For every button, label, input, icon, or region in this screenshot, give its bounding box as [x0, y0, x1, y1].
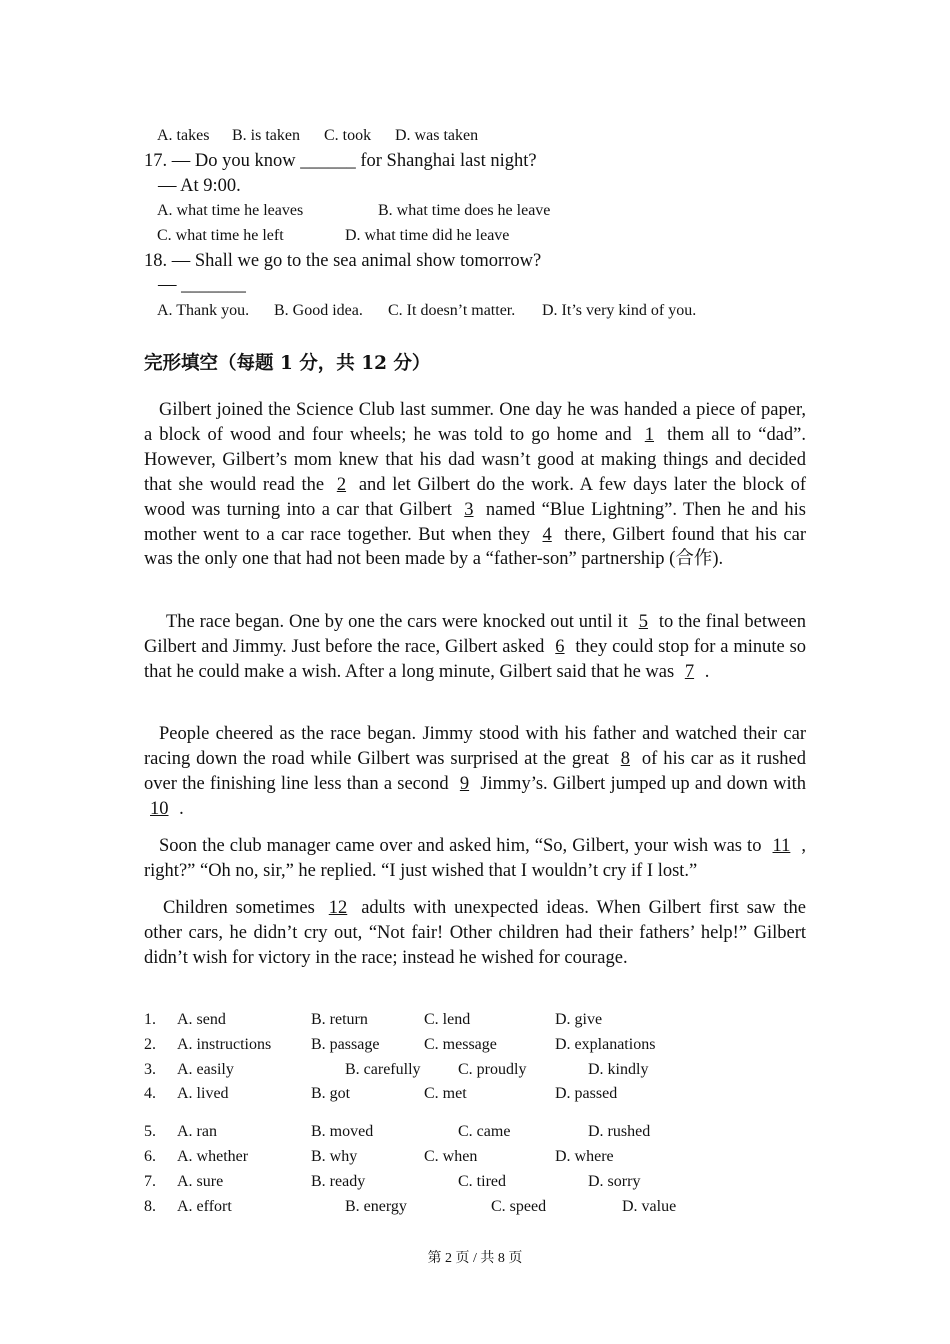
q18-option-a: A. Thank you. [157, 302, 250, 319]
blank-11: 11 [772, 836, 791, 856]
cloze-option-c: C. tired [458, 1173, 506, 1190]
p2-text-3: they could stop for a minute so that he could make a wish. After a long minute, Gilbert said that he was [144, 636, 807, 682]
cloze-option-c: C. message [424, 1036, 497, 1053]
cloze-option-b: B. why [311, 1148, 358, 1165]
cloze-option-c: C. when [424, 1148, 478, 1165]
cloze-option-a: A. ran [177, 1123, 217, 1140]
passage-paragraph-4 [144, 834, 806, 884]
blank-1: 1 [644, 424, 655, 445]
cloze-option-a: A. whether [177, 1148, 249, 1165]
section-heading: 完形填空（每题 1 分，共 12 分） [144, 353, 431, 374]
cloze-option-b: B. return [311, 1011, 368, 1028]
cloze-option-a: A. send [177, 1011, 226, 1028]
q18-answer-line [158, 275, 246, 296]
cloze-option-d: D. where [555, 1148, 614, 1165]
cloze-option-d: D. give [555, 1011, 603, 1028]
q16-option-a: A. takes [157, 127, 210, 144]
p3-text-4: . [179, 798, 184, 819]
blank-4: 4 [542, 524, 552, 545]
q16-option-b: B. is taken [232, 127, 300, 144]
cloze-option-c: C. speed [491, 1198, 547, 1215]
cloze-option-a: A. instructions [177, 1036, 272, 1053]
p2-text-2: to the final between Gilbert and Jimmy. Just before the race, Gilbert asked [144, 612, 807, 657]
passage-paragraph-5 [144, 896, 806, 971]
p4-text-1: Soon the club manager came over and asked him, “So, Gilbert, your wish was to [159, 836, 762, 856]
p1-text-4: named “Blue Lightning”. Then he and his mother went to a car race together. But when they [144, 499, 807, 545]
passage-paragraph-3 [144, 722, 806, 822]
blank-10: 10 [150, 798, 169, 819]
blank-3: 3 [464, 499, 474, 520]
cloze-option-b: B. energy [345, 1198, 407, 1215]
cloze-option-c: C. proudly [458, 1061, 527, 1078]
p5-text-2: adults with unexpected ideas. When Gilbert first saw the other cars, he didn’t cry out, “Not fair! Other children had their fathers’ help!” Gilbert didn’t wish for victory in the race; instead he wished for courage. [144, 898, 807, 968]
cloze-option-b: B. moved [311, 1123, 374, 1140]
q17-blank: ______ [300, 151, 356, 171]
page-footer: 第 2 页 / 共 8 页 [427, 1251, 523, 1266]
q17-prompt [144, 151, 537, 172]
p5-text-1: Children sometimes [163, 898, 315, 918]
q18-dash: — [158, 275, 177, 295]
blank-2: 2 [336, 474, 347, 495]
blank-5: 5 [638, 612, 648, 632]
q17-prompt-before: 17. — Do you know [144, 151, 296, 171]
cloze-option-a: A. lived [177, 1085, 229, 1102]
cloze-option-b: B. carefully [345, 1061, 421, 1078]
q17-prompt-after: for Shanghai last night? [360, 151, 537, 171]
q18-option-d: D. It’s very kind of you. [542, 302, 697, 319]
p2-text-4: . [704, 661, 710, 682]
cloze-row-number: 8. [144, 1198, 156, 1215]
q18-option-c: C. It doesn’t matter. [388, 302, 516, 319]
cloze-row-number: 5. [144, 1123, 156, 1140]
p1-text-2: them all to “dad”. However, Gilbert’s mom knew that his dad wasn’t good at making things and decided that she would read the [144, 424, 807, 495]
blank-8: 8 [620, 748, 630, 769]
cloze-option-c: C. came [458, 1123, 511, 1140]
cloze-option-d: D. kindly [588, 1061, 649, 1078]
blank-6: 6 [555, 636, 565, 657]
cloze-option-d: D. passed [555, 1085, 618, 1102]
blank-7: 7 [684, 661, 695, 682]
cloze-option-a: A. sure [177, 1173, 224, 1190]
q17-option-b: B. what time does he leave [378, 202, 551, 219]
p1-text-3: and let Gilbert do the work. A few days later the block of wood was turning into a car that Gilbert [144, 474, 807, 520]
cloze-option-a: A. effort [177, 1198, 232, 1215]
q18-option-b: B. Good idea. [274, 302, 363, 319]
q17-answer: — At 9:00. [158, 176, 241, 196]
cloze-option-d: D. rushed [588, 1123, 651, 1140]
cloze-option-c: C. lend [424, 1011, 471, 1028]
q17-option-c: C. what time he left [157, 227, 284, 244]
cloze-row-number: 3. [144, 1061, 156, 1078]
q18-prompt: 18. — Shall we go to the sea animal show tomorrow? [144, 251, 542, 271]
q16-option-d: D. was taken [395, 127, 479, 144]
cloze-option-d: D. value [622, 1198, 677, 1215]
q18-blank: _______ [181, 275, 246, 295]
cloze-row-number: 4. [144, 1085, 156, 1102]
passage-paragraph-1 [144, 398, 806, 572]
cloze-option-d: D. explanations [555, 1036, 656, 1053]
cloze-option-b: B. passage [311, 1036, 380, 1053]
cloze-option-a: A. easily [177, 1061, 234, 1078]
p3-text-2: of his car as it rushed over the finishing line less than a second [144, 748, 807, 794]
cloze-option-b: B. ready [311, 1173, 366, 1190]
p1-text-5: there, Gilbert found that his car was the only one that had not been made by a “father-son” partnership (合作). [144, 524, 806, 570]
cloze-option-d: D. sorry [588, 1173, 641, 1190]
cloze-option-c: C. met [424, 1085, 467, 1102]
cloze-row-number: 7. [144, 1173, 156, 1190]
blank-12: 12 [328, 898, 348, 918]
cloze-row-number: 2. [144, 1036, 156, 1053]
p2-text-1: The race began. One by one the cars were knocked out until it [166, 612, 628, 632]
p3-text-1: People cheered as the race began. Jimmy stood with his father and watched their car racing down the road while Gilbert was surprised at the great [144, 724, 806, 769]
q16-option-c: C. took [324, 127, 372, 144]
p1-text-1: Gilbert joined the Science Club last summer. One day he was handed a piece of paper, a block of wood and four wheels; he was told to go home and [144, 400, 806, 445]
blank-9: 9 [459, 773, 470, 794]
cloze-row-number: 1. [144, 1011, 156, 1028]
cloze-option-b: B. got [311, 1085, 351, 1102]
p3-text-3: Jimmy’s. Gilbert jumped up and down with [480, 773, 807, 794]
cloze-row-number: 6. [144, 1148, 156, 1165]
passage-paragraph-2 [144, 610, 806, 685]
q17-option-a: A. what time he leaves [157, 202, 304, 219]
p4-text-2: , right?” “Oh no, sir,” he replied. “I just wished that I wouldn’t cry if I lost.” [144, 836, 807, 881]
q17-option-d: D. what time did he leave [345, 227, 510, 244]
